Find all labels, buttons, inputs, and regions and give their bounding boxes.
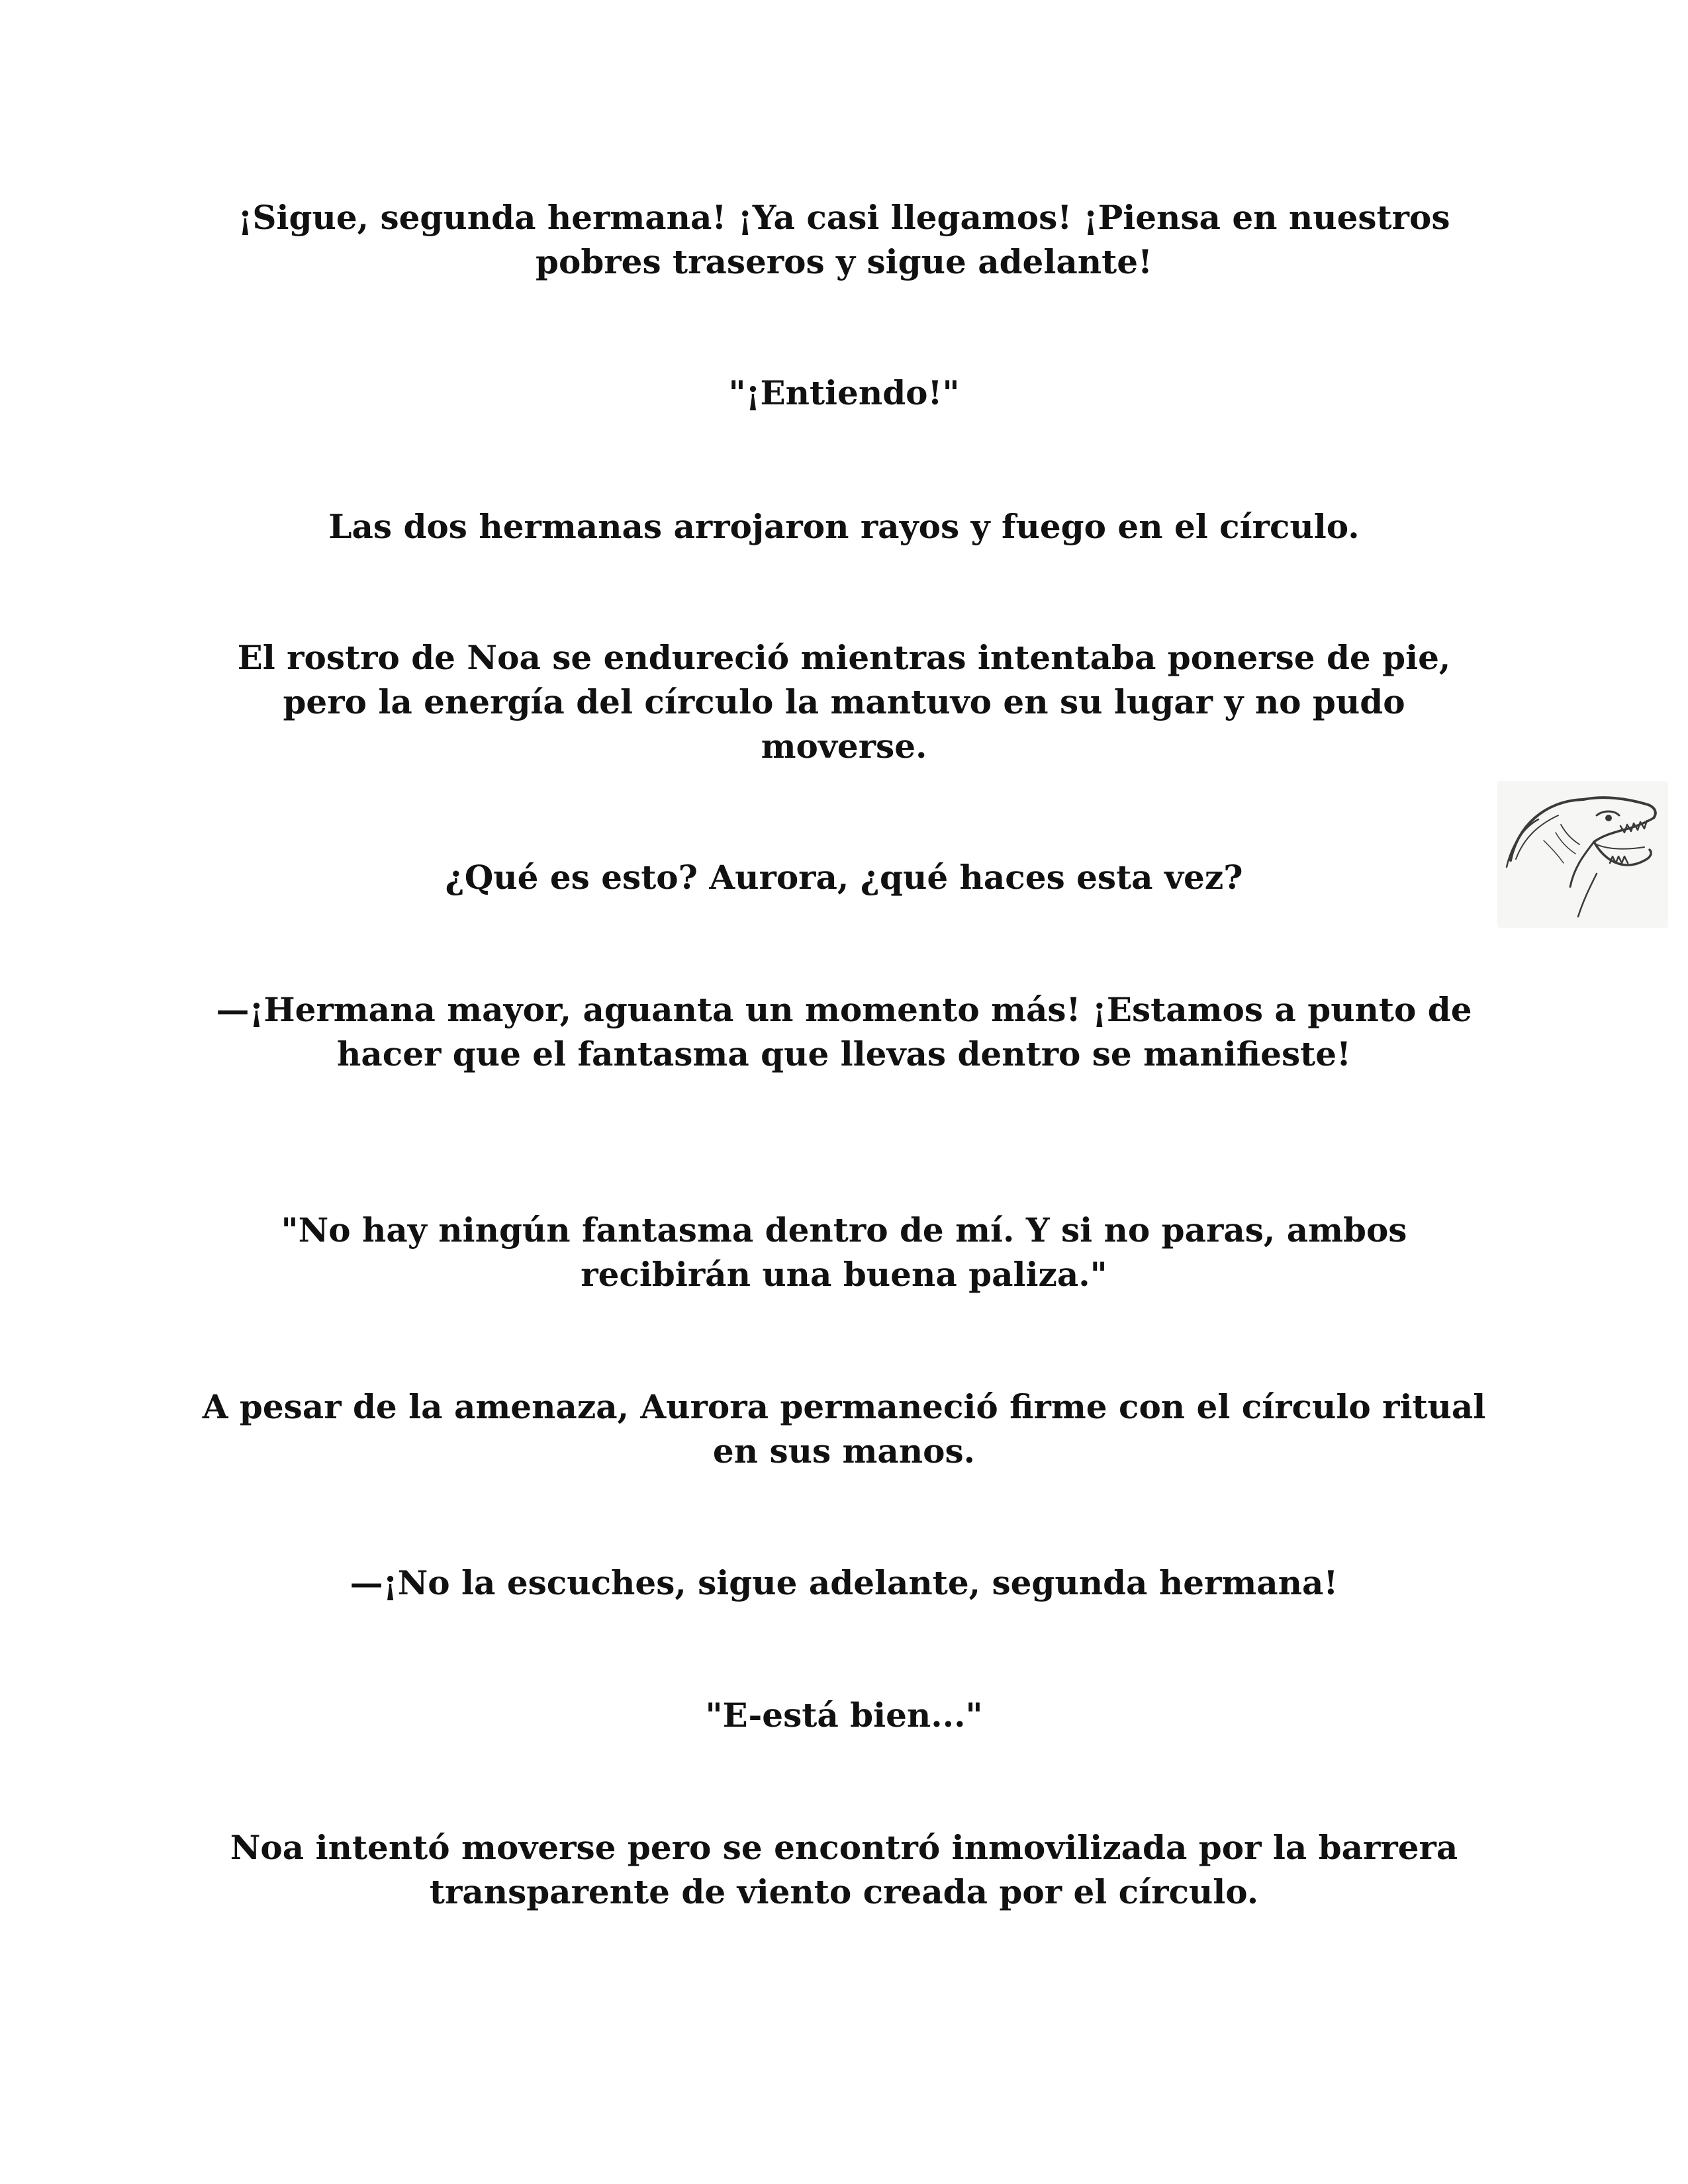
paragraph-10: "E-está bien..." bbox=[705, 1696, 983, 1735]
dinosaur-head-sketch-icon bbox=[1497, 781, 1668, 928]
paragraph-11: Noa intentó moverse pero se encontró inmovilizada por la barrera transparente de viento creada por el círculo. bbox=[230, 1828, 1458, 1911]
paragraph-1: ¡Sigue, segunda hermana! ¡Ya casi llegamos! ¡Piensa en nuestros pobres traseros y sigue adelante! bbox=[238, 198, 1450, 281]
paragraph-5: ¿Qué es esto? Aurora, ¿qué haces esta vez? bbox=[445, 858, 1243, 897]
paragraph-3: Las dos hermanas arrojaron rayos y fuego en el círculo. bbox=[328, 507, 1360, 546]
paragraph-8: A pesar de la amenaza, Aurora permaneció firme con el círculo ritual en sus manos. bbox=[202, 1387, 1486, 1471]
paragraph-9: —¡No la escuches, sigue adelante, segunda hermana! bbox=[350, 1563, 1338, 1602]
paragraph-2: "¡Entiendo!" bbox=[728, 373, 960, 412]
paragraph-6: —¡Hermana mayor, aguanta un momento más! ¡Estamos a punto de hacer que el fantasma que llevas dentro se manifieste! bbox=[216, 990, 1472, 1073]
paragraph-7: "No hay ningún fantasma dentro de mí. Y si no paras, ambos recibirán una buena paliza." bbox=[281, 1210, 1407, 1294]
paragraph-4: El rostro de Noa se endureció mientras intentaba ponerse de pie, pero la energía del círculo la mantuvo en su lugar y no pudo moverse. bbox=[237, 638, 1451, 766]
